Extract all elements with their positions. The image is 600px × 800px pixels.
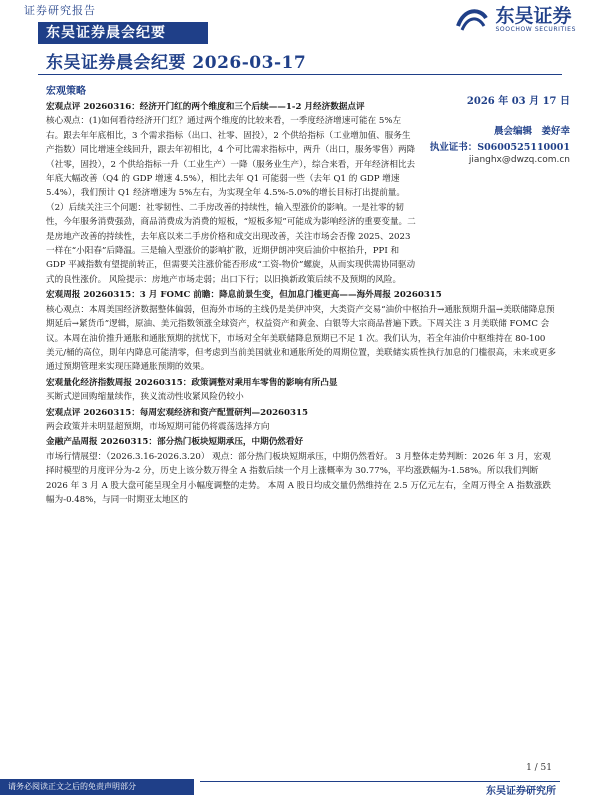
report-type-tag: 证券研究报告 xyxy=(24,4,96,17)
article-heading: 宏观周报 20260315：3 月 FOMC 前瞻：降息前景生变，但加息门槛更高——海外周报 20260315 xyxy=(46,290,442,301)
disclaimer-bar[interactable]: 请务必阅读正文之后的免责声明部分 xyxy=(0,779,194,795)
article-heading: 宏观量化经济指数周报 20260315：政策调整对乘用车零售的影响有所凸显 xyxy=(46,377,338,388)
editor-email[interactable]: jianghx@dwzq.com.cn xyxy=(468,155,570,165)
page-number: 1 / 51 xyxy=(526,763,552,773)
title-divider xyxy=(38,74,562,75)
article-heading: 宏观点评 20260316：经济开门红的两个维度和三个后续——1-2 月经济数据点评 xyxy=(46,102,365,112)
article xyxy=(46,406,556,435)
footer-organization: 东吴证券研究所 xyxy=(486,786,556,797)
license-number: 执业证书：S0600525110001 xyxy=(429,142,570,153)
report-date: 2026 年 03 月 17 日 xyxy=(466,96,570,107)
article-body: 核心观点：(1)如何看待经济开门红？通过两个维度的比较来看，一季度经济增速可能在 5%左右。跟去年年底相比，3 个需求指标（出口、社零、固投），2 个供给指标（工业增加值、服务生产指数）同比增速全线回升，跟去年初相比，4 个可比需求指标中，两升（出口，服务零售）两降（社零，固投），2 个供给指标一升（工业生产）一降（服务业生产），综合来看，开年经济相比去年底大幅改善（Q4 的 GDP 增速 4.5%），相比去年 Q1 可能弱一些（去年 Q1 的 GDP 增速 5.4%），我们预计 Q1 经济增速为 5%左右，为实现全年 4.5%-5.0%的增长目标打出提前量。（2）后续关注三个问题：社零韧性、二手房改善的持续性，输入型涨价的影响。一是社零的韧性，今年服务消费强劲，商品消费成为消费的短板，“短板多短”可能成为影响经济的重要变量。二是房地产改善的持续性，去年底以来二手房价格和成交出现改善，关注市场会否像 2025、2023 一样在“小阳春”后降温。三是输入型涨价的影响扩散，近期伊朗冲突后油价中枢抬升，PPI 和 GDP 平减指数有望提前转正，但需要关注涨价能否形成“工资-物价”螺旋，从而实现供需协同驱动式的良性涨价。 风险提示：房地产市场走弱；出口下行；以旧换新政策后续不及预期的风险。 xyxy=(46,116,416,285)
brand-mark-icon xyxy=(454,4,490,34)
brand-logo xyxy=(454,4,576,34)
article-body: 市场行情展望：（2026.3.16-2026.3.20） 观点：部分热门板块短期承压，中期仍然看好。 3 月整体走势判断：2026 年 3 月，宏观择时模型的月度评分为-2 分，历史上该分数万得全 A 指数后续一个月上涨概率为 30.77%，平均涨跌幅为-1.58%。所以我们判断 2026 年 3 月 A 股大盘可能呈现全月小幅度调整的走势。 本周 A 股日均成交量仍然维持在 2.5 万亿元左右，全周万得全 A 指数涨跌幅为-0.48%，与同一时期亚太地区的 xyxy=(46,451,551,505)
section-label: 宏观策略 xyxy=(46,86,86,97)
article xyxy=(46,100,416,287)
article xyxy=(46,435,556,507)
article-list xyxy=(46,100,556,508)
logo-text: 东吴证券 xyxy=(495,4,572,27)
logo-subtext: SOOCHOW SECURITIES xyxy=(495,25,576,33)
editor-name: 晨会编辑 姜好幸 xyxy=(493,126,570,137)
article-heading: 宏观点评 20260315：每周宏观经济和资产配置研判—20260315 xyxy=(46,407,308,418)
article xyxy=(46,288,556,374)
article-body: 买断式逆回购缩量续作，狭义流动性收紧风险仍较小 xyxy=(46,392,244,403)
article-body: 两会政策并未明显超预期，市场短期可能仍将震荡选择方向 xyxy=(46,421,270,432)
article xyxy=(46,376,556,405)
report-banner: 东吴证券晨会纪要 xyxy=(38,22,208,44)
article-heading: 金融产品周报 20260315：部分热门板块短期承压，中期仍然看好 xyxy=(46,437,304,448)
article-body: 核心观点：本周美国经济数据整体偏弱，但海外市场的主线仍是美伊冲突，大类资产交易“油价中枢抬升→通胀预期升温→美联储降息预期延后→紧货币”逻辑，原油、美元指数领涨全球资产，权益资产和黄金、白银等大宗商品普遍下跌。下周关注 3 月美联储 FOMC 会议。本周在油价推升通胀和通胀预期的扰忧下，市场对全年美联储降息预期已不足 1 次。我们认为，若全年油价中枢维持在 80-100 美元/桶的高位，則年内降息可能清零，但考虑到当前美国就业和通胀所处的周期位置，美联储实质性执行加息的门槛很高，未来或更多通过预期管理来实现压降通胀预期的效果。 xyxy=(46,304,556,373)
page-title: 东吴证券晨会纪要 2026-03-17 xyxy=(46,53,307,73)
